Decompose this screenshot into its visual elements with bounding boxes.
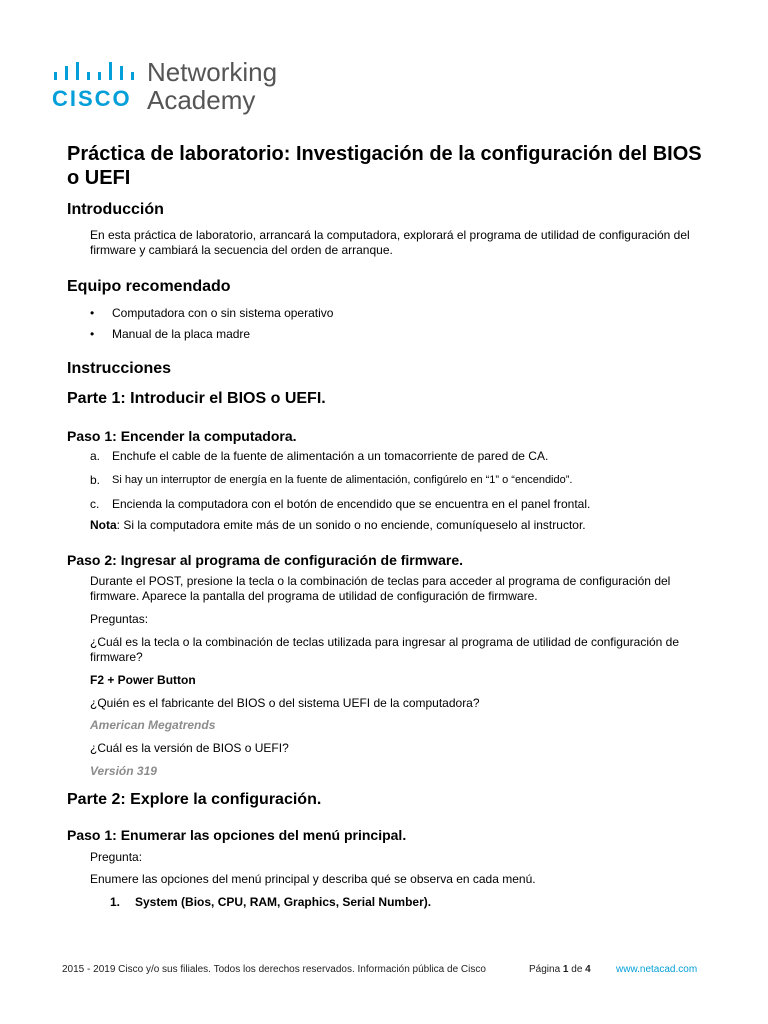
page-total: 4 (585, 964, 591, 975)
questions-label: Preguntas: (90, 612, 149, 626)
intro-heading: Introducción (67, 201, 164, 218)
question-label: Pregunta: (90, 850, 143, 864)
logo-networking: Networking (147, 57, 278, 87)
document-title: Práctica de laboratorio: Investigación de la configuración del BIOS o UEFI (67, 143, 702, 189)
cisco-networking-academy-logo (52, 58, 312, 118)
part2-step1-text: Enumere las opciones del menú principal y describa qué se observa en cada menú. (90, 872, 536, 886)
question-3: ¿Cuál es la versión de BIOS o UEFI? (90, 741, 289, 755)
website-link[interactable]: www.netacad.com (616, 964, 698, 975)
bullet-marker: • (90, 306, 95, 320)
equipment-item: Manual de la placa madre (112, 327, 251, 341)
list-marker: 1. (110, 895, 121, 909)
instructions-heading: Instrucciones (67, 360, 172, 377)
footer-copyright (62, 964, 486, 975)
answer-3: Versión 319 (90, 764, 157, 778)
page-label: Página (529, 964, 561, 975)
logo-academy: Academy (147, 85, 256, 115)
list-item: System (Bios, CPU, RAM, Graphics, Serial Number). (135, 895, 432, 909)
answer-2: American Megatrends (90, 718, 216, 732)
page-indicator (529, 964, 591, 975)
copyright-text: 2015 - 2019 Cisco y/o sus filiales. Todos los derechos reservados. Información pública de Cisco (62, 964, 486, 975)
equipment-item: Computadora con o sin sistema operativo (112, 306, 334, 320)
cisco-wordmark: CISCO (52, 86, 132, 111)
note-label: Nota (90, 518, 117, 532)
list-marker: c. (90, 497, 100, 511)
list-item: Enchufe el cable de la fuente de alimentación a un tomacorriente de pared de CA. (112, 449, 549, 463)
page-of-label: de (571, 964, 583, 975)
answer-1: F2 + Power Button (90, 673, 196, 687)
part2-heading: Parte 2: Explore la configuración. (67, 791, 322, 808)
question-2: ¿Quién es el fabricante del BIOS o del sistema UEFI de la computadora? (90, 696, 480, 710)
part1-heading: Parte 1: Introducir el BIOS o UEFI. (67, 390, 326, 407)
part1-step1-heading: Paso 1: Encender la computadora. (67, 428, 297, 444)
equipment-heading: Equipo recomendado (67, 278, 231, 295)
list-marker: b. (90, 473, 101, 487)
bullet-marker: • (90, 327, 95, 341)
page-number: 1 (562, 964, 569, 975)
list-item: Encienda la computadora con el botón de encendido que se encuentra en el panel frontal. (112, 497, 591, 511)
list-item: Si hay un interruptor de energía en la fuente de alimentación, configúrelo en “1” o “encendido”. (112, 474, 573, 486)
part1-step2-heading: Paso 2: Ingresar al programa de configuración de firmware. (67, 552, 464, 568)
cisco-bars-icon (52, 62, 142, 84)
list-marker: a. (90, 449, 101, 463)
question-1: ¿Cuál es la tecla o la combinación de teclas utilizada para ingresar al programa de utilidad de configuración de firmware? (90, 635, 680, 664)
intro-text: En esta práctica de laboratorio, arrancará la computadora, explorará el programa de utilidad de configuración del firmware y cambiará la secuencia del orden de arranque. (90, 228, 690, 257)
note (90, 518, 586, 533)
part2-step1-heading: Paso 1: Enumerar las opciones del menú principal. (67, 827, 407, 843)
step2-text: Durante el POST, presione la tecla o la combinación de teclas para acceder al programa de configuración del firmware. Aparece la pantalla del programa de utilidad de configuración de firmware. (90, 574, 671, 603)
note-text: : Si la computadora emite más de un sonido o no enciende, comuníqueselo al instructor. (116, 518, 586, 532)
